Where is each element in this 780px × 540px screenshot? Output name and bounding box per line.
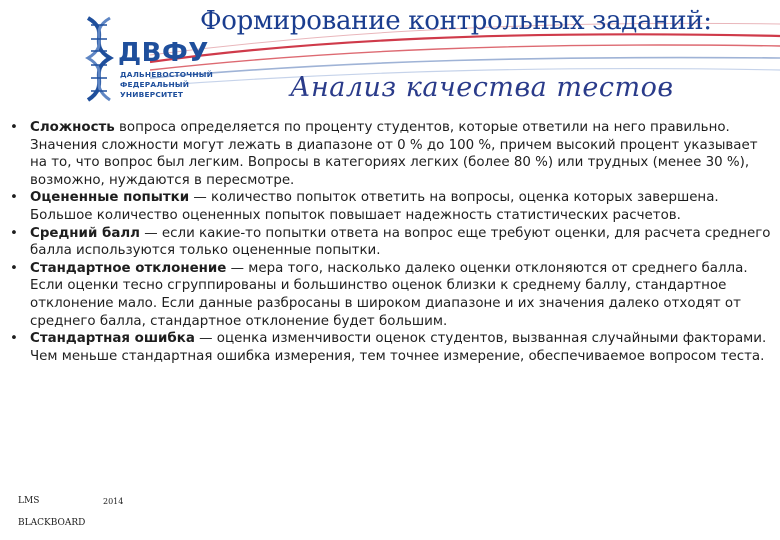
logo-line-1: ДАЛЬНЕВОСТОЧНЫЙ [120,70,213,79]
bullet-list [10,119,775,365]
item-text: — оценка изменчивости оценок студентов, вызванная случайными факторами. Чем меньше стандартная ошибка измерения, тем точнее измерение, обеспечиваемое вопросом теста. [30,331,767,364]
list-item [10,119,775,189]
footer-lms: LMS [18,496,40,506]
bullet-marker: • [10,331,18,347]
bullet-marker: • [10,120,18,135]
slide-title: Формирование контрольных заданий: [200,6,712,36]
logo-line-3: УНИВЕРСИТЕТ [120,90,184,99]
logo-line-2: ФЕДЕРАЛЬНЫЙ [120,80,190,89]
bullet-marker: • [10,260,18,276]
dvfu-logo [82,14,213,106]
list-item [10,330,775,365]
list-item [10,225,775,260]
footer-blackboard: BLACKBOARD [18,518,86,528]
item-text: вопроса определяется по проценту студентов, которые ответили на него правильно. Значения сложности могут лежать в диапазоне от 0 % до 100 %, причем высокий процент указывает на то, что вопрос был легким. Вопросы в категориях легких (более 80 %) или трудных (менее 30 %), возможно, нуждаются в пересмотре. [30,120,758,188]
bullet-marker: • [10,225,18,241]
item-text: — количество попыток ответить на вопросы, оценка которых завершена. Большое количество оцененных попыток повышает надежность статистических расчетов. [30,190,719,223]
list-item [10,189,775,224]
item-term: Средний балл [30,225,140,241]
item-term: Сложность [30,120,115,135]
footer-year: 2014 [103,497,124,506]
item-term: Стандартное отклонение [30,260,227,276]
logo-brand-text: ДВФУ [118,38,209,68]
item-text: — если какие-то попытки ответа на вопрос еще требуют оценки, для расчета среднего балла используются только оцененные попытки. [30,225,771,259]
item-term: Оцененные попытки [30,190,190,206]
item-term: Стандартная ошибка [30,331,195,347]
bullet-marker: • [10,190,18,206]
dna-helix-icon [82,14,116,106]
list-item [10,260,775,330]
item-text: — мера того, насколько далеко оценки отклоняются от среднего балла. Если оценки тесно сгруппированы и большинство оценок близки к среднему баллу, стандартное отклонение мало. Если данные разбросаны в широком диапазоне и их значения далеко отходят от среднего балла, стандартное отклонение будет большим. [30,260,748,329]
slide-subtitle: Анализ качества тестов [290,72,674,103]
